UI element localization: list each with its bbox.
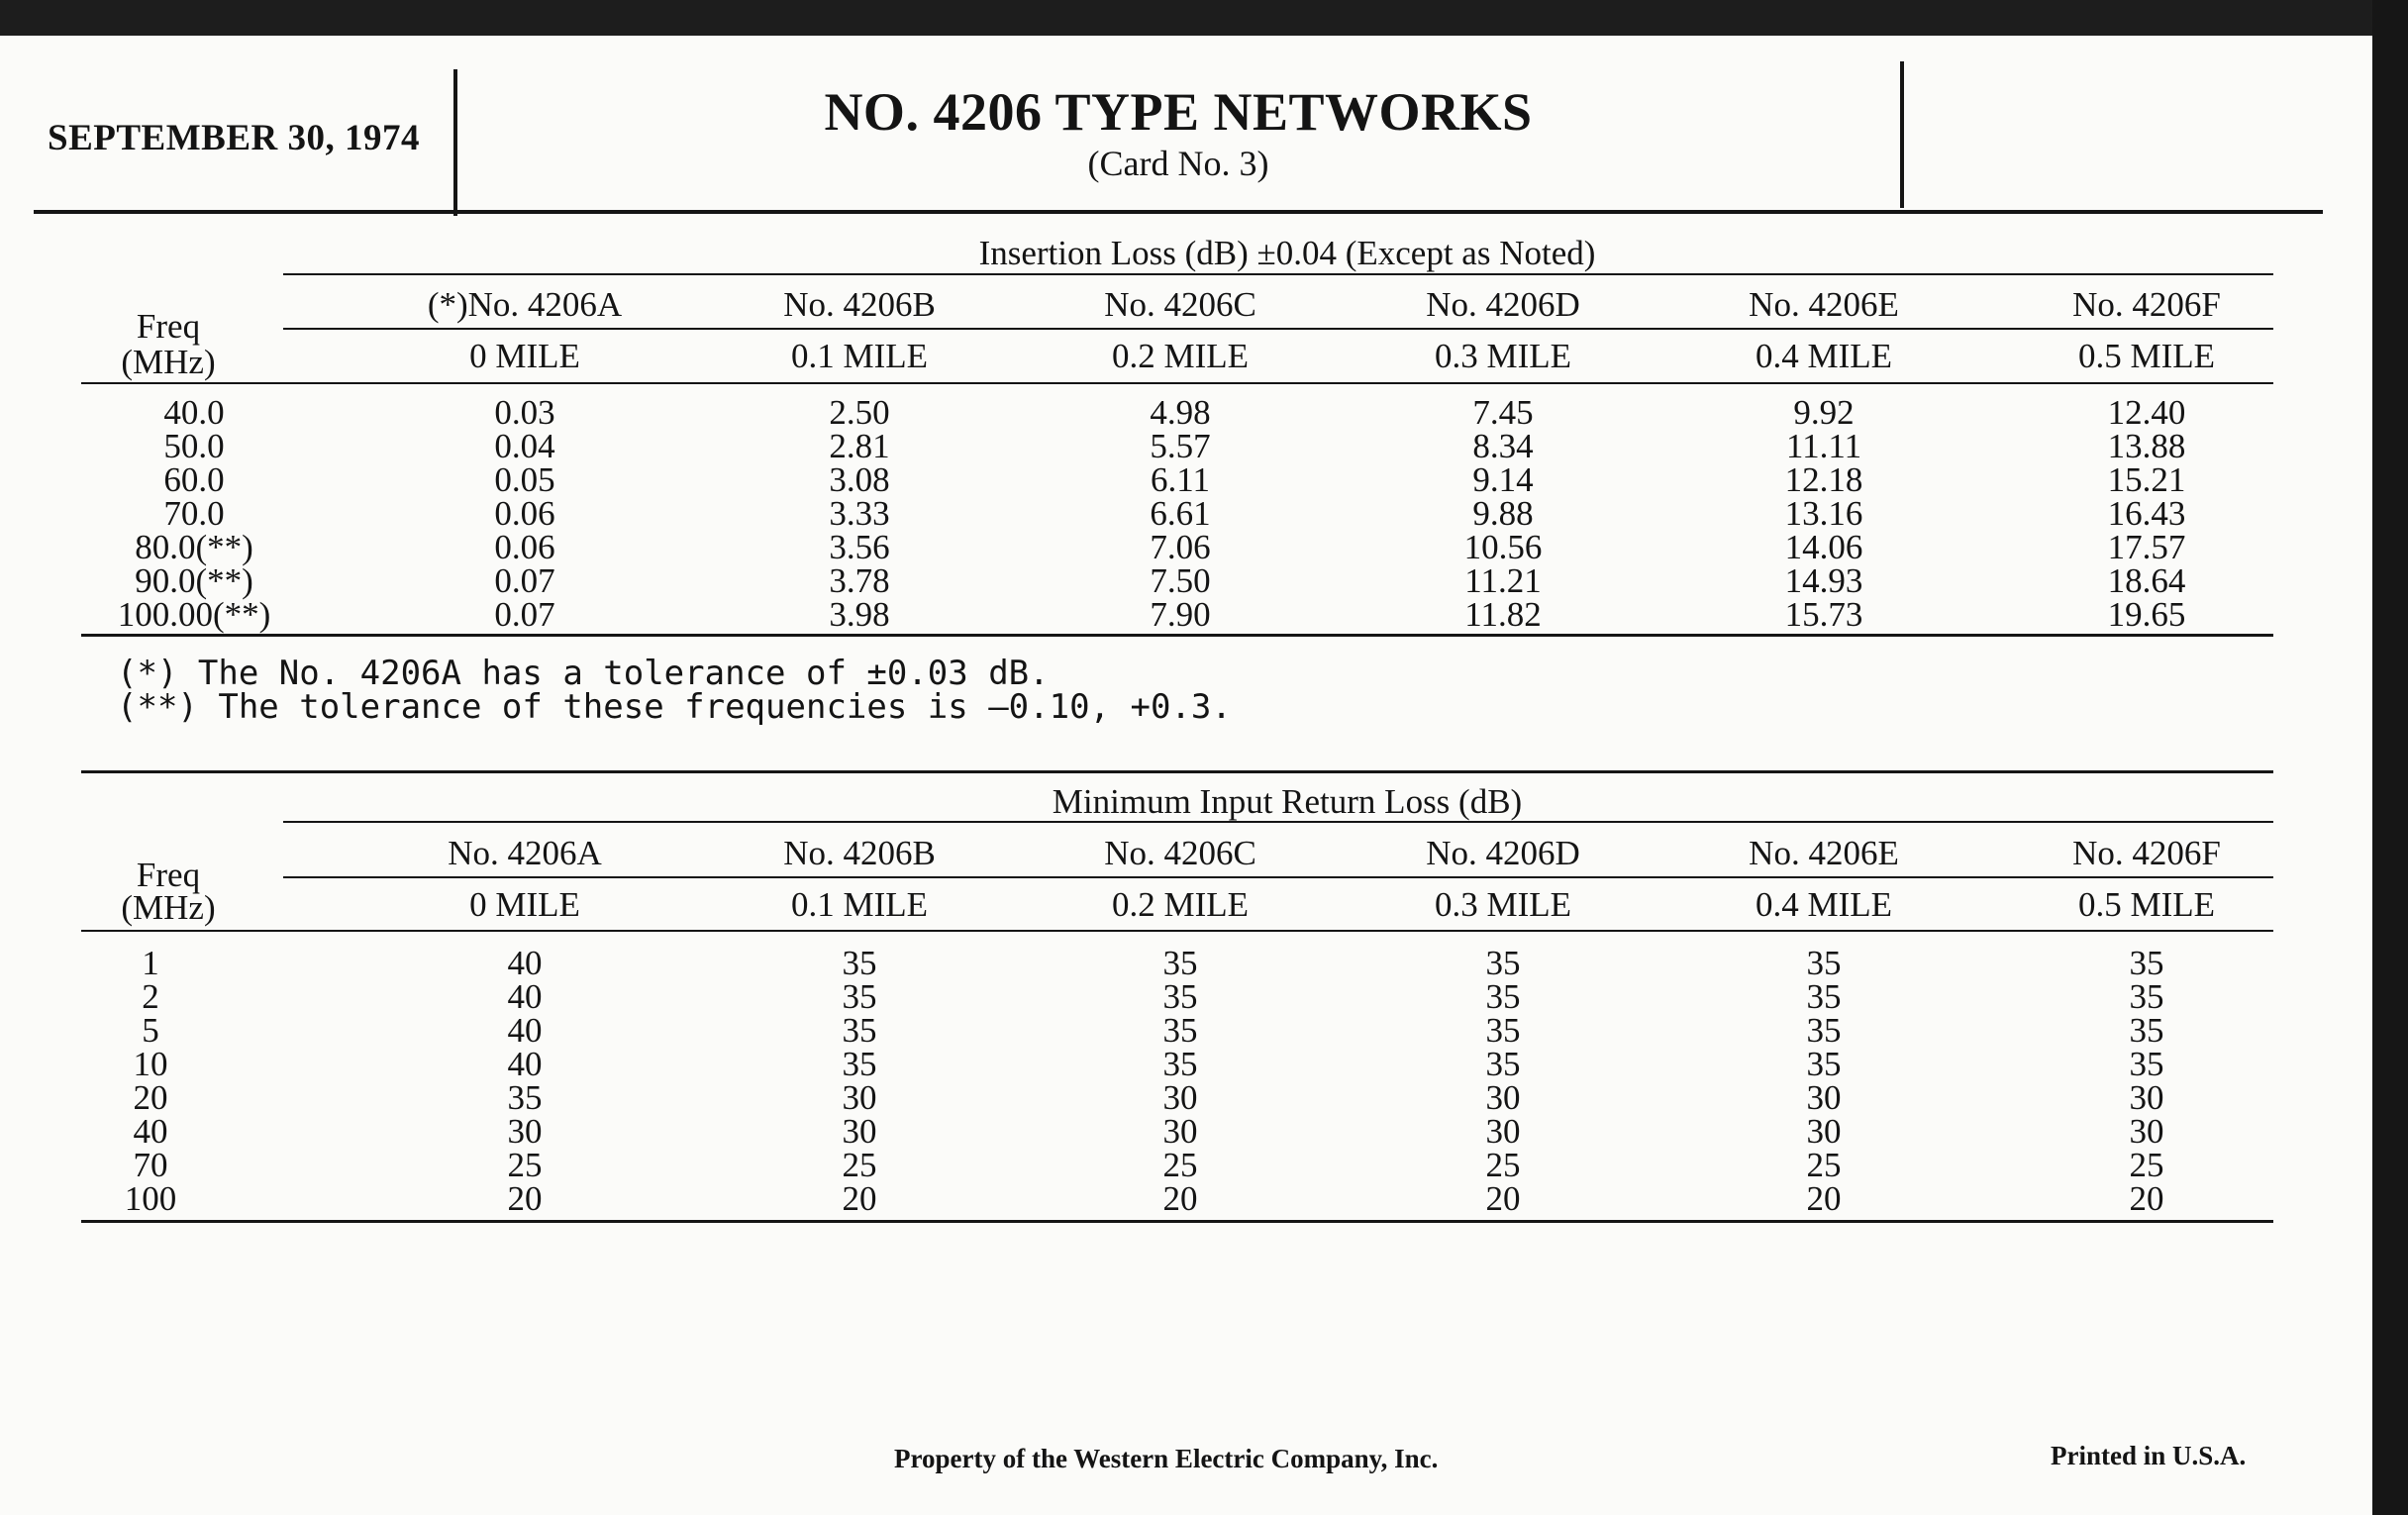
- return-freq-label: Freq: [136, 856, 201, 894]
- insertion-loss-column-length: 0 MILE: [469, 337, 580, 375]
- return-loss-column-name: No. 4206D: [1426, 834, 1580, 872]
- return-loss-column-length: 0.5 MILE: [2077, 885, 2216, 924]
- insertion-loss-value-column: 9.92 11.11 12.18 13.16 14.06 14.93 15.73: [1784, 393, 1863, 634]
- return-loss-column-name: No. 4206A: [448, 834, 602, 872]
- note-frequency-tolerance: (**) The tolerance of these frequencies is —0.10, +0.3.: [117, 687, 1232, 727]
- return-freq-unit: (MHz): [121, 888, 216, 927]
- insertion-loss-value-column: 7.45 8.34 9.14 9.88 10.56 11.21 11.82: [1463, 393, 1543, 634]
- return-loss-top-rule: [81, 770, 2273, 773]
- return-heading-rule: [283, 821, 2273, 823]
- insertion-heading-rule: [283, 273, 2273, 275]
- insertion-loss-heading: Insertion Loss (dB) ±0.04 (Except as Noted): [978, 234, 1596, 272]
- insertion-loss-column-name: (*)No. 4206A: [427, 285, 623, 324]
- insertion-name-rule: [283, 328, 2273, 330]
- return-loss-value-column: 35 35 35 35 30 30 25 20: [1162, 944, 1198, 1218]
- insertion-freq-column: 40.0 50.0 60.0 70.0 80.0(**) 90.0(**) 100.00(**): [117, 393, 271, 634]
- insertion-loss-column-name: No. 4206E: [1749, 285, 1899, 324]
- insertion-loss-column-length: 0.4 MILE: [1755, 337, 1893, 375]
- page-title: NO. 4206 TYPE NETWORKS: [824, 82, 1533, 142]
- return-loss-column-name: No. 4206C: [1104, 834, 1256, 872]
- header-rule: [34, 210, 2323, 214]
- insertion-loss-column-length: 0.1 MILE: [790, 337, 929, 375]
- insertion-loss-column-name: No. 4206B: [783, 285, 936, 324]
- insertion-loss-column-name: No. 4206F: [2072, 285, 2221, 324]
- return-loss-value-column: 35 35 35 35 30 30 25 20: [1485, 944, 1521, 1218]
- return-loss-column-name: No. 4206F: [2072, 834, 2221, 872]
- return-name-rule: [283, 876, 2273, 878]
- return-loss-value-column: 35 35 35 35 30 30 25 20: [842, 944, 877, 1218]
- return-table-bottom-rule: [81, 1220, 2273, 1223]
- insertion-column-header-rule: [81, 382, 2273, 384]
- insertion-loss-value-column: 4.98 5.57 6.11 6.61 7.06 7.50 7.90: [1150, 393, 1211, 634]
- return-loss-value-column: 35 35 35 35 30 30 25 20: [1806, 944, 1842, 1218]
- insertion-loss-value-column: 0.03 0.04 0.05 0.06 0.06 0.07 0.07: [494, 393, 555, 634]
- insertion-loss-value-column: 12.40 13.88 15.21 16.43 17.57 18.64 19.65: [2107, 393, 2186, 634]
- insertion-freq-unit: (MHz): [121, 343, 216, 381]
- return-loss-heading: Minimum Input Return Loss (dB): [1052, 782, 1523, 821]
- note-4206a-tolerance: (*) The No. 4206A has a tolerance of ±0.03 dB.: [117, 654, 1050, 693]
- return-loss-column-name: No. 4206B: [783, 834, 936, 872]
- insertion-loss-column-length: 0.5 MILE: [2077, 337, 2216, 375]
- return-loss-column-length: 0.4 MILE: [1755, 885, 1893, 924]
- return-loss-column-length: 0.1 MILE: [790, 885, 929, 924]
- document-date: SEPTEMBER 30, 1974: [48, 118, 420, 158]
- card-number: (Card No. 3): [1087, 144, 1269, 183]
- return-column-header-rule: [81, 930, 2273, 932]
- insertion-loss-column-name: No. 4206C: [1104, 285, 1256, 324]
- footer-printed: Printed in U.S.A.: [2051, 1441, 2247, 1470]
- insertion-freq-label: Freq: [136, 307, 201, 346]
- footer-property: Property of the Western Electric Company, Inc.: [894, 1444, 1439, 1473]
- insertion-loss-column-length: 0.3 MILE: [1434, 337, 1572, 375]
- return-loss-column-name: No. 4206E: [1749, 834, 1899, 872]
- return-loss-value-column: 40 40 40 40 35 30 25 20: [507, 944, 543, 1218]
- insertion-loss-column-name: No. 4206D: [1426, 285, 1580, 324]
- insertion-loss-column-length: 0.2 MILE: [1111, 337, 1250, 375]
- insertion-table-bottom-rule: [81, 634, 2273, 637]
- scan-edge: [2372, 0, 2408, 1515]
- return-loss-column-length: 0.3 MILE: [1434, 885, 1572, 924]
- return-loss-column-length: 0.2 MILE: [1111, 885, 1250, 924]
- return-loss-value-column: 35 35 35 35 30 30 25 20: [2129, 944, 2164, 1218]
- return-loss-column-length: 0 MILE: [469, 885, 580, 924]
- insertion-loss-value-column: 2.50 2.81 3.08 3.33 3.56 3.78 3.98: [829, 393, 890, 634]
- return-freq-column: 1 2 5 10 20 40 70 100: [124, 944, 177, 1218]
